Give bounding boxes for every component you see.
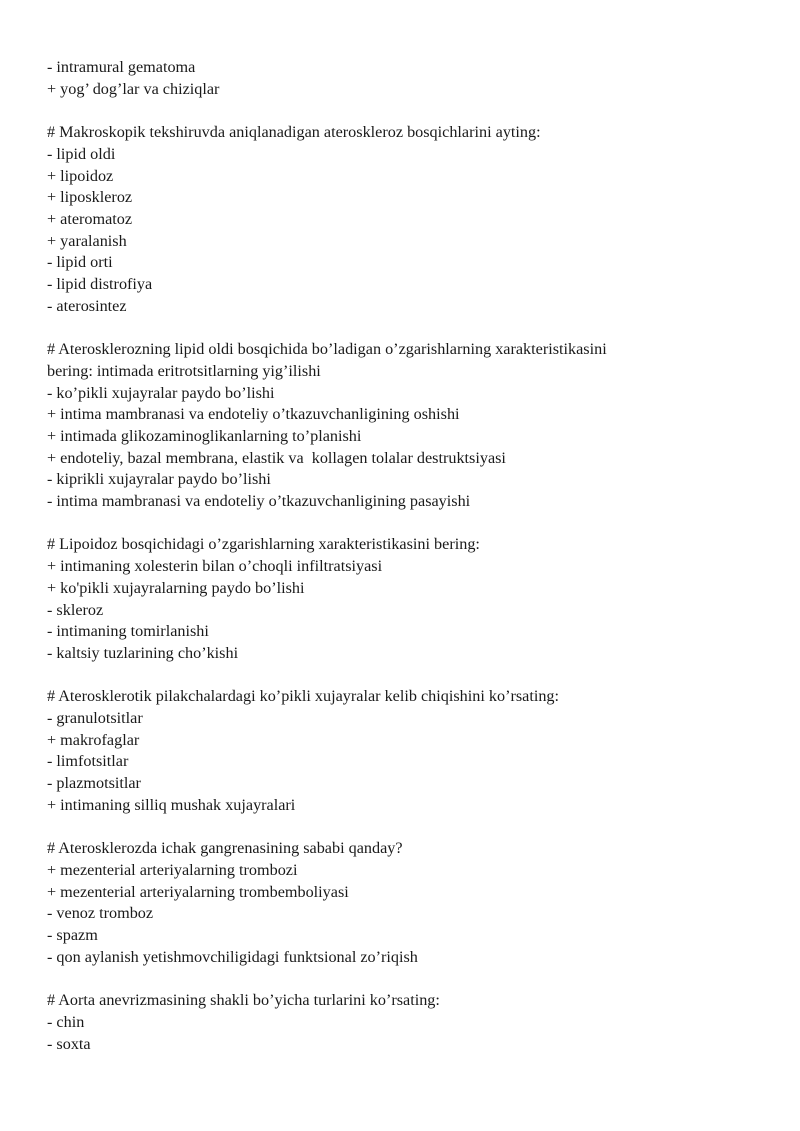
question-text: # Aterosklerozning lipid oldi bosqichida bo’ladigan o’zgarishlarning xarakteristikasini [47,340,607,359]
answer-option: - spazm [47,926,98,945]
answer-option: - lipid orti [47,253,113,272]
document-page [47,57,767,1055]
answer-option: + ateromatoz [47,209,133,228]
answer-option: + mezenterial arteriyalarning trombozi [47,860,298,879]
question-text-continued: bering: intimada eritrotsitlarning yig’ilishi [47,361,321,380]
question-text: # Aterosklerotik pilakchalardagi ko’pikli xujayralar kelib chiqishini ko’rsating: [47,687,560,706]
question-text: # Aorta anevrizmasining shakli bo’yicha turlarini ko’rsating: [47,991,440,1010]
answer-option: - limfotsitlar [47,752,129,771]
answer-option: - lipid oldi [47,144,116,163]
question-text: # Aterosklerozda ichak gangrenasining sababi qanday? [47,839,403,858]
question-block-stages [47,122,767,317]
answer-option: + liposkleroz [47,188,133,207]
answer-option: + intima mambranasi va endoteliy o’tkazuvchanligining oshishi [47,405,460,424]
answer-option: + endoteliy, bazal membrana, elastik va kollagen tolalar destruktsiyasi [47,448,506,467]
answer-option: + intimaning xolesterin bilan o’choqli infiltratsiyasi [47,557,383,576]
answer-option: - soxta [47,1034,91,1053]
answer-option: - plazmotsitlar [47,774,141,793]
answer-option: - ko’pikli xujayralar paydo bo’lishi [47,383,275,402]
question-block-gangrene [47,838,767,968]
answer-option: - intramural gematoma [47,58,196,76]
question-block-lipoidosis [47,534,767,664]
answer-option: - granulotsitlar [47,709,143,728]
answer-option: - kaltsiy tuzlarining cho’kishi [47,643,239,662]
answer-option: - intimaning tomirlanishi [47,622,209,641]
answer-option: + ko'pikli xujayralarning paydo bo’lishi [47,578,305,597]
answer-option: - chin [47,1012,85,1031]
answer-option: + intimaning silliq mushak xujayralari [47,795,296,814]
question-text: # Lipoidoz bosqichidagi o’zgarishlarning xarakteristikasini bering: [47,535,480,554]
question-text: # Makroskopik tekshiruvda aniqlanadigan ateroskleroz bosqichlarini ayting: [47,123,541,142]
answer-option: - intima mambranasi va endoteliy o’tkazuvchanligining pasayishi [47,492,471,511]
answer-option: - kiprikli xujayralar paydo bo’lishi [47,470,271,489]
question-block-aneurysm [47,990,767,1055]
answer-option: + intimada glikozaminoglikanlarning to’planishi [47,426,362,445]
answer-option: + mezenterial arteriyalarning trombemboliyasi [47,882,349,901]
answer-option: - skleroz [47,600,104,619]
answer-option: + makrofaglar [47,730,140,749]
question-block-foam-cells [47,686,767,816]
answer-option: + yaralanish [47,231,127,250]
answer-option: + lipoidoz [47,166,114,185]
answer-option: - qon aylanish yetishmovchiligidagi funktsional zo’riqish [47,947,418,966]
question-block-intramural [47,57,767,100]
question-block-prelipid [47,339,767,513]
answer-option: - lipid distrofiya [47,275,153,294]
answer-option: - venoz tromboz [47,904,154,923]
answer-option: - aterosintez [47,296,127,315]
answer-option: + yog’ dog’lar va chiziqlar [47,79,220,98]
